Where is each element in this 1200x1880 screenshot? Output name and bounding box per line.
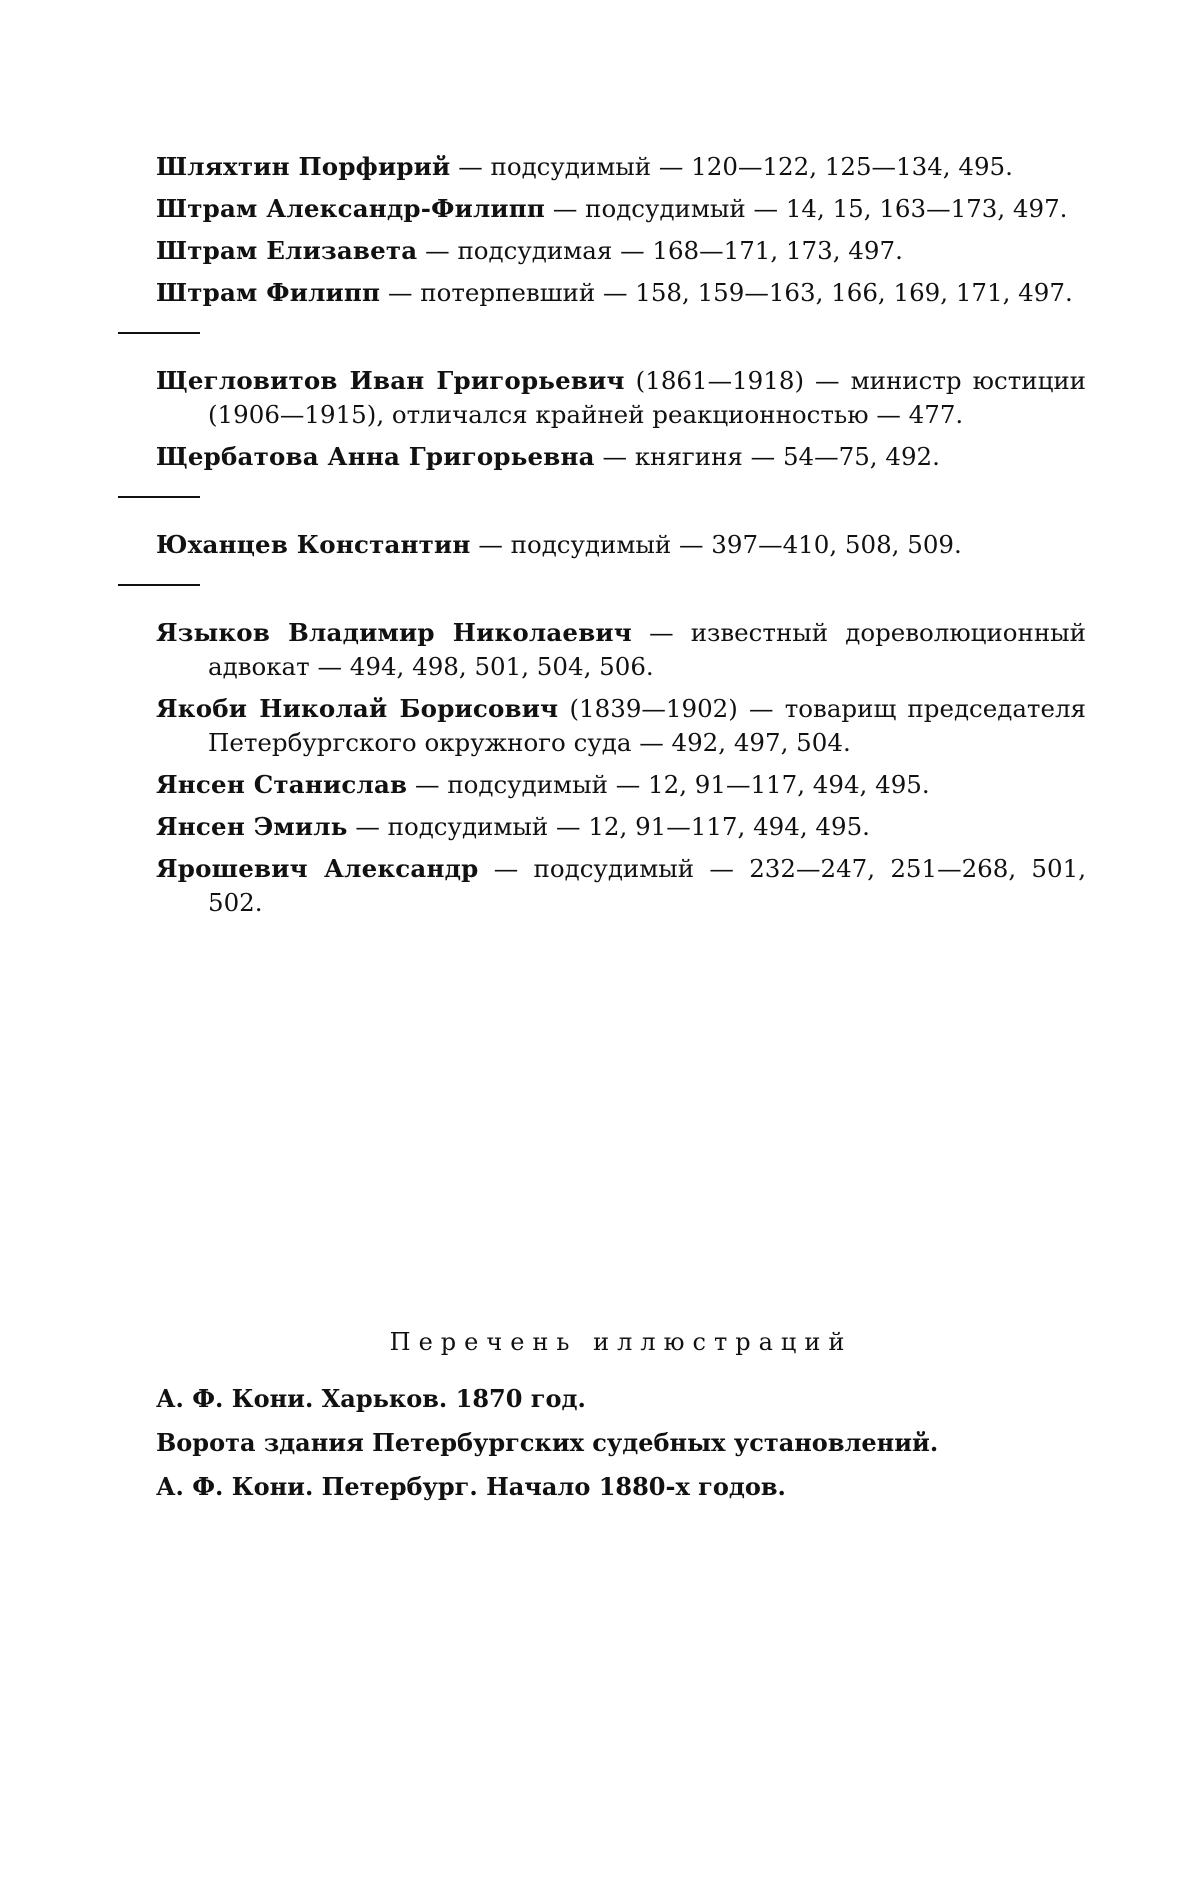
entry-description: (1861—1918) — министр юстиции (1906—1915), отличался крайней реакционностью — 477.	[208, 366, 1086, 429]
entry-name: Шляхтин Порфирий	[156, 152, 451, 181]
entry-name: Штрам Филипп	[156, 278, 381, 307]
illustration-item: А. Ф. Кони. Петербург. Начало 1880-х годов.	[156, 1472, 786, 1501]
index-entry	[156, 616, 1086, 684]
entry-name: Щегловитов Иван Григорьевич	[156, 366, 625, 395]
entry-description: — известный дореволюционный адвокат — 494, 498, 501, 504, 506.	[208, 618, 1087, 681]
index-entry	[156, 852, 1086, 920]
entry-description: — потерпевший — 158, 159—163, 166, 169, 171, 497.	[380, 278, 1073, 307]
illustration-item: А. Ф. Кони. Харьков. 1870 год.	[156, 1384, 586, 1413]
entry-description: — подсудимый — 120—122, 125—134, 495.	[450, 152, 1013, 181]
index-entry	[156, 234, 1086, 268]
blank-space	[156, 928, 1086, 1328]
index-entry	[156, 364, 1086, 432]
entry-description: (1839—1902) — товарищ председателя Петербургского окружного суда — 492, 497, 504.	[208, 694, 1087, 757]
index-entry	[156, 692, 1086, 760]
entry-name: Янсен Эмиль	[156, 812, 348, 841]
entry-name: Штрам Александр-Филипп	[156, 194, 546, 223]
entry-name: Юханцев Константин	[156, 530, 471, 559]
entry-name: Якоби Николай Борисович	[156, 694, 559, 723]
illustrations-title: Перечень иллюстраций	[389, 1328, 853, 1356]
index-entry	[156, 150, 1086, 184]
index-entry	[156, 276, 1086, 310]
index-group-sh	[156, 150, 1086, 310]
entry-name: Ярошевич Александр	[156, 854, 479, 883]
entry-name: Языков Владимир Николаевич	[156, 618, 632, 647]
index-entry	[156, 440, 1086, 474]
entry-description: — подсудимый — 12, 91—117, 494, 495.	[347, 812, 870, 841]
entry-name: Штрам Елизавета	[156, 236, 418, 265]
entry-name: Щербатова Анна Григорьевна	[156, 442, 595, 471]
entry-description: — подсудимый — 12, 91—117, 494, 495.	[407, 770, 930, 799]
illustrations-section	[156, 1328, 1086, 1504]
entry-description: — подсудимый — 232—247, 251—268, 501, 502.	[208, 854, 1086, 917]
illustration-item: Ворота здания Петербургских судебных установлений.	[156, 1428, 939, 1457]
section-divider	[118, 496, 200, 498]
index-entry	[156, 192, 1086, 226]
index-group-shch	[156, 364, 1086, 474]
index-group-ya	[156, 616, 1086, 920]
index-group-yu	[156, 528, 1086, 562]
index-entry	[156, 768, 1086, 802]
index-entry	[156, 810, 1086, 844]
section-divider	[118, 584, 200, 586]
index-entry	[156, 528, 1086, 562]
section-divider	[118, 332, 200, 334]
entry-description: — подсудимый — 397—410, 508, 509.	[470, 530, 962, 559]
entry-description: — подсудимая — 168—171, 173, 497.	[417, 236, 903, 265]
entry-name: Янсен Станислав	[156, 770, 408, 799]
entry-description: — княгиня — 54—75, 492.	[594, 442, 940, 471]
entry-description: — подсудимый — 14, 15, 163—173, 497.	[545, 194, 1068, 223]
index-page	[156, 150, 1086, 1514]
